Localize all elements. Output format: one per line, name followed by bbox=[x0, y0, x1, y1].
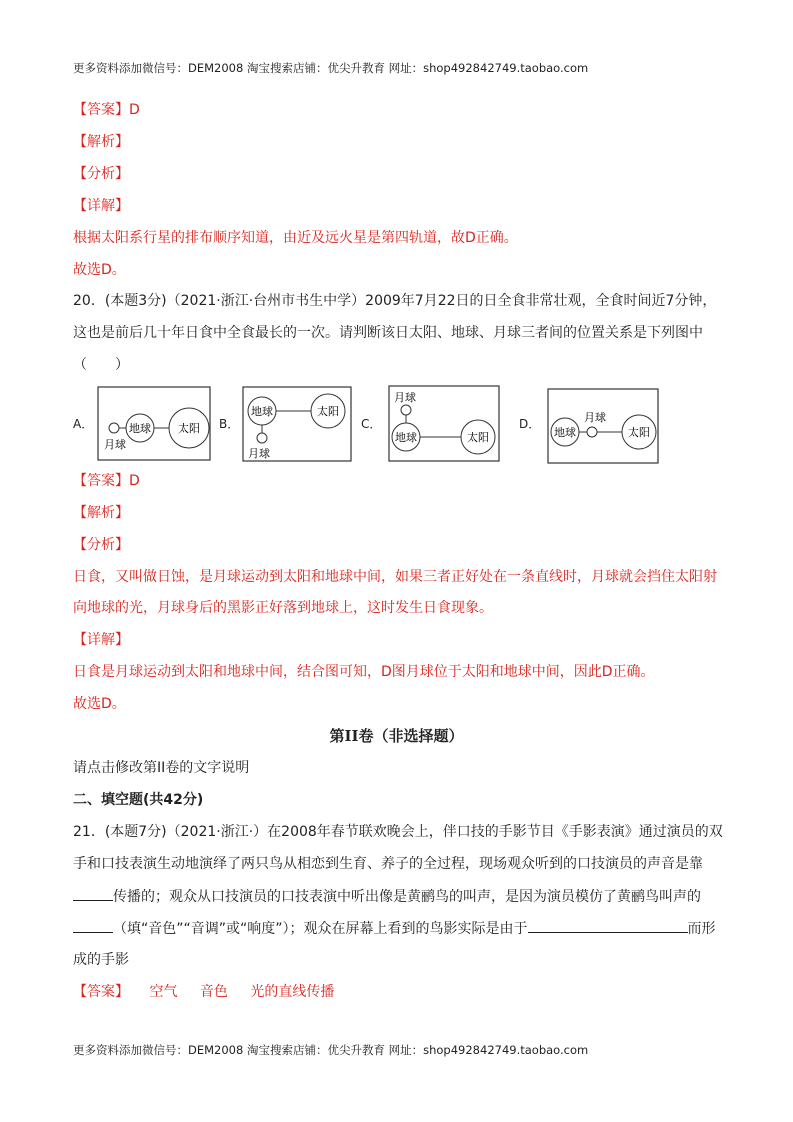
q19-detail: 根据太阳系行星的排布顺序知道，由近及远火星是第四轨道，故D正确。 bbox=[73, 230, 518, 246]
q20-option-d-diagram bbox=[547, 388, 659, 464]
q20-conclusion: 故选D。 bbox=[73, 696, 126, 712]
section2-title: 第II卷（非选择题） bbox=[329, 727, 464, 745]
q20-option-a-label: A． bbox=[73, 417, 94, 431]
q20-stem-line2: 这也是前后几十年日食中全食最长的一次。请判断该日太阳、地球、月球三者间的位置关系是下列图中 bbox=[73, 325, 703, 341]
option-d-moon-label: 月球 bbox=[584, 411, 606, 424]
q21-answer-3: 光的直线传播 bbox=[250, 984, 335, 1000]
q21-blank-3 bbox=[528, 918, 688, 933]
q19-answer: 【答案】D bbox=[73, 102, 140, 118]
q21-line4-row bbox=[73, 918, 716, 939]
q21-blank-1 bbox=[73, 886, 113, 901]
option-a-sun-label: 太阳 bbox=[178, 422, 200, 435]
option-d-sun-label: 太阳 bbox=[628, 426, 650, 439]
q20-option-a-diagram bbox=[97, 386, 211, 461]
q21-line2: 手和口技表演生动地演绎了两只鸟从相恋到生育、养子的全过程，现场观众听到的口技演员的声音是靠 bbox=[73, 856, 703, 872]
q21-answer-1: 空气 bbox=[149, 984, 178, 1000]
q20-fenxi-label: 【分析】 bbox=[73, 537, 129, 553]
q21-answer-2: 音色 bbox=[199, 984, 228, 1000]
option-a-moon-label: 月球 bbox=[104, 438, 126, 451]
section2-note: 请点击修改第II卷的文字说明 bbox=[73, 760, 250, 776]
q19-conclusion: 故选D。 bbox=[73, 262, 126, 278]
q21-line3-row bbox=[73, 886, 701, 907]
option-a-earth-label: 地球 bbox=[129, 422, 151, 435]
q20-option-d-label: D． bbox=[519, 417, 541, 431]
section2-heading: 二、填空题(共42分) bbox=[73, 792, 204, 808]
q20-stem-line1: 20．(本题3分)（2021·浙江·台州市书生中学）2009年7月22日的日全食非常壮观，全食时间近7分钟， bbox=[73, 293, 717, 309]
option-c-earth-label: 地球 bbox=[395, 431, 417, 444]
q19-jiexi-label: 【解析】 bbox=[73, 134, 129, 150]
q19-fenxi-label: 【分析】 bbox=[73, 166, 129, 182]
q20-option-b-diagram bbox=[242, 386, 352, 462]
q20-option-b-label: B． bbox=[219, 417, 240, 431]
q20-xiangjie-label: 【详解】 bbox=[73, 632, 129, 648]
q20-detail: 日食是月球运动到太阳和地球中间，结合图可知，D图月球位于太阳和地球中间，因此D正确。 bbox=[73, 664, 655, 680]
option-b-sun-label: 太阳 bbox=[317, 405, 339, 418]
q21-line5: 成的手影 bbox=[73, 952, 129, 968]
q21-blank-2 bbox=[73, 918, 113, 933]
q20-option-c-diagram bbox=[388, 385, 500, 462]
option-c-moon-label: 月球 bbox=[394, 391, 416, 404]
page-header: 更多资料添加微信号：DEM2008 淘宝搜索店铺：优尖升教育 网址：shop492842749.taobao.com bbox=[73, 61, 589, 75]
q20-analysis-line1: 日食，又叫做日蚀，是月球运动到太阳和地球中间，如果三者正好处在一条直线时，月球就会挡住太阳射 bbox=[73, 569, 717, 585]
q20-option-c-label: C． bbox=[361, 417, 382, 431]
q21-line4-end: 而形 bbox=[687, 921, 716, 937]
option-d-earth-label: 地球 bbox=[554, 426, 576, 439]
option-c-sun-label: 太阳 bbox=[467, 431, 489, 444]
q20-stem-line3: （ ） bbox=[73, 357, 129, 373]
q19-xiangjie-label: 【详解】 bbox=[73, 198, 129, 214]
q21-answer-row bbox=[73, 982, 334, 1002]
q21-line4-text: （填“音色”“音调”或“响度”）；观众在屏幕上看到的鸟影实际是由于 bbox=[113, 921, 528, 937]
q21-answer-label: 【答案】 bbox=[73, 984, 129, 1000]
option-b-earth-label: 地球 bbox=[251, 405, 273, 418]
q21-line3-text: 传播的；观众从口技演员的口技表演中听出像是黄鹂鸟的叫声，是因为演员模仿了黄鹂鸟叫声的 bbox=[113, 889, 701, 905]
q21-line1: 21．(本题7分)（2021·浙江·）在2008年春节联欢晚会上，伴口技的手影节目《手影表演》通过演员的双 bbox=[73, 824, 723, 840]
q20-answer: 【答案】D bbox=[73, 473, 140, 489]
q20-analysis-line2: 向地球的光，月球身后的黑影正好落到地球上，这时发生日食现象。 bbox=[73, 600, 493, 616]
q20-jiexi-label: 【解析】 bbox=[73, 505, 129, 521]
page-footer: 更多资料添加微信号：DEM2008 淘宝搜索店铺：优尖升教育 网址：shop492842749.taobao.com bbox=[73, 1043, 589, 1057]
option-b-moon-label: 月球 bbox=[248, 447, 270, 460]
